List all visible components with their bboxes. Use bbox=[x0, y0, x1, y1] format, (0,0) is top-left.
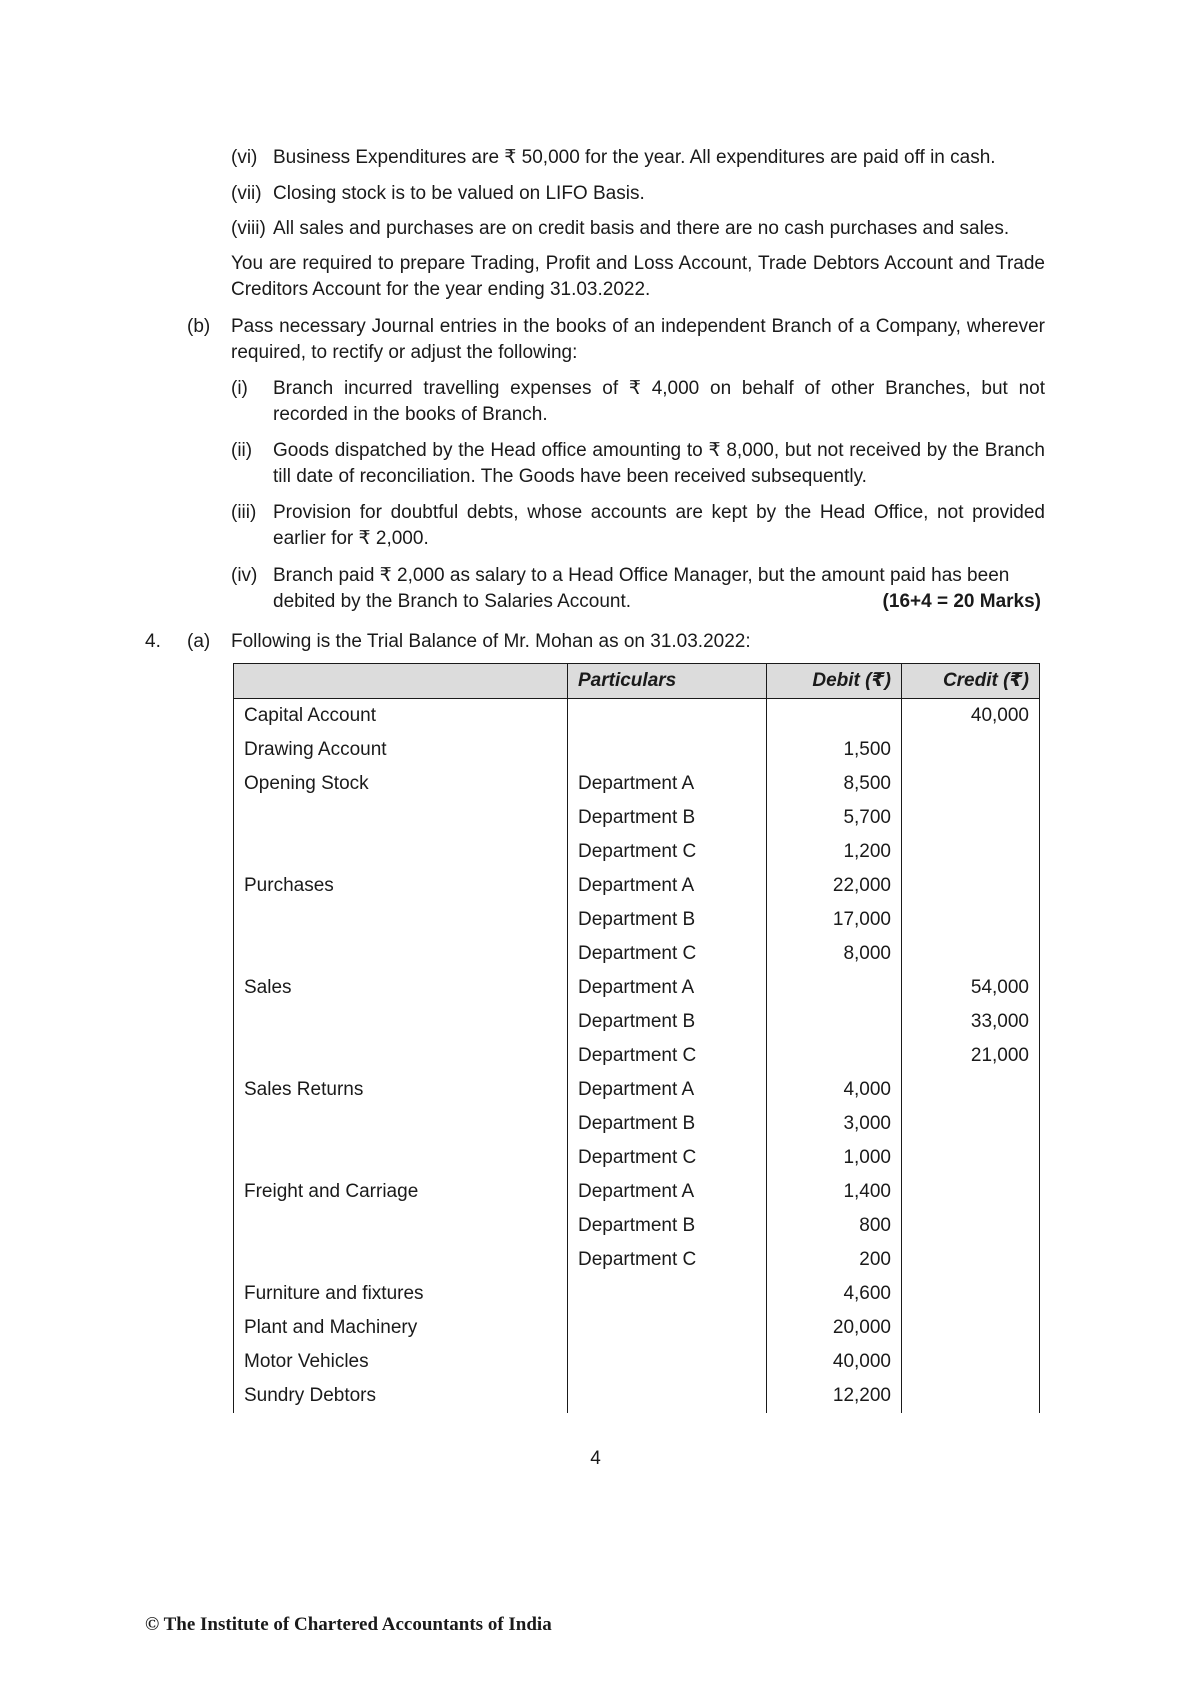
credit-cell bbox=[902, 1345, 1040, 1379]
item-label-viii: (viii) bbox=[231, 218, 266, 239]
credit-cell bbox=[902, 869, 1040, 903]
account-cell bbox=[234, 1039, 568, 1073]
particulars-cell bbox=[568, 1345, 767, 1379]
debit-cell: 22,000 bbox=[767, 869, 902, 903]
table-row bbox=[234, 1209, 1040, 1243]
particulars-cell: Department C bbox=[568, 1039, 767, 1073]
table-header-row bbox=[234, 664, 1040, 699]
table-row bbox=[234, 767, 1040, 801]
debit-cell bbox=[767, 1005, 902, 1039]
part-b-item-label-i: (i) bbox=[231, 378, 248, 399]
debit-cell: 4,600 bbox=[767, 1277, 902, 1311]
particulars-cell: Department B bbox=[568, 1005, 767, 1039]
particulars-cell bbox=[568, 1379, 767, 1413]
table-row bbox=[234, 1345, 1040, 1379]
item-text-viii: All sales and purchases are on credit basis and there are no cash purchases and sales. bbox=[273, 218, 1010, 239]
debit-cell: 1,400 bbox=[767, 1175, 902, 1209]
question-number: 4. bbox=[145, 631, 161, 652]
debit-cell: 200 bbox=[767, 1243, 902, 1277]
header-particulars: Particulars bbox=[568, 664, 767, 699]
account-cell: Capital Account bbox=[234, 699, 568, 734]
credit-cell: 21,000 bbox=[902, 1039, 1040, 1073]
particulars-cell: Department C bbox=[568, 835, 767, 869]
account-cell bbox=[234, 1141, 568, 1175]
header-credit: Credit (₹) bbox=[902, 664, 1040, 699]
part-b-item-iv-line2-text: debited by the Branch to Salaries Account. bbox=[273, 591, 632, 612]
trial-balance-table bbox=[233, 663, 1040, 1413]
part-b-item-text-ii: Goods dispatched by the Head office amounting to ₹ 8,000, but not received by the Branch till date of reconciliation. The Goods have been received subsequently. bbox=[273, 440, 1045, 487]
credit-cell bbox=[902, 1277, 1040, 1311]
credit-cell bbox=[902, 835, 1040, 869]
credit-cell bbox=[902, 1379, 1040, 1413]
particulars-cell: Department B bbox=[568, 1107, 767, 1141]
part-b-intro: Pass necessary Journal entries in the books of an independent Branch of a Company, wherever required, to rectify or adjust the following: bbox=[231, 316, 1045, 363]
marks-label: (16+4 = 20 Marks) bbox=[882, 591, 1041, 612]
account-cell: Furniture and fixtures bbox=[234, 1277, 568, 1311]
table-row bbox=[234, 1141, 1040, 1175]
account-cell: Drawing Account bbox=[234, 733, 568, 767]
account-cell: Freight and Carriage bbox=[234, 1175, 568, 1209]
page-number: 4 bbox=[590, 1448, 601, 1469]
particulars-cell: Department B bbox=[568, 1209, 767, 1243]
table-row bbox=[234, 1107, 1040, 1141]
table-row bbox=[234, 1311, 1040, 1345]
question-intro: Following is the Trial Balance of Mr. Mohan as on 31.03.2022: bbox=[231, 631, 751, 652]
account-cell: Purchases bbox=[234, 869, 568, 903]
part-b-item-text-i: Branch incurred travelling expenses of ₹ 4,000 on behalf of other Branches, but not recorded in the books of Branch. bbox=[273, 378, 1045, 425]
table-row bbox=[234, 1005, 1040, 1039]
account-cell bbox=[234, 1243, 568, 1277]
debit-cell: 40,000 bbox=[767, 1345, 902, 1379]
debit-cell: 17,000 bbox=[767, 903, 902, 937]
table-row bbox=[234, 869, 1040, 903]
account-cell bbox=[234, 801, 568, 835]
particulars-cell: Department C bbox=[568, 1243, 767, 1277]
particulars-cell: Department C bbox=[568, 1141, 767, 1175]
debit-cell: 4,000 bbox=[767, 1073, 902, 1107]
particulars-cell: Department C bbox=[568, 937, 767, 971]
debit-cell: 1,200 bbox=[767, 835, 902, 869]
item-label-vi: (vi) bbox=[231, 147, 258, 168]
credit-cell bbox=[902, 1141, 1040, 1175]
debit-cell: 8,500 bbox=[767, 767, 902, 801]
account-cell: Sales Returns bbox=[234, 1073, 568, 1107]
debit-cell: 3,000 bbox=[767, 1107, 902, 1141]
table-row bbox=[234, 1277, 1040, 1311]
particulars-cell: Department A bbox=[568, 1175, 767, 1209]
part-b-item-text-iv bbox=[273, 563, 1045, 615]
account-cell: Plant and Machinery bbox=[234, 1311, 568, 1345]
credit-cell bbox=[902, 1311, 1040, 1345]
table-row bbox=[234, 903, 1040, 937]
credit-cell: 33,000 bbox=[902, 1005, 1040, 1039]
table-row bbox=[234, 1073, 1040, 1107]
particulars-cell bbox=[568, 1311, 767, 1345]
item-text-vi: Business Expenditures are ₹ 50,000 for the year. All expenditures are paid off in cash. bbox=[273, 147, 996, 168]
account-cell bbox=[234, 1209, 568, 1243]
credit-cell bbox=[902, 767, 1040, 801]
table-row bbox=[234, 699, 1040, 734]
particulars-cell: Department A bbox=[568, 869, 767, 903]
table-body bbox=[234, 699, 1040, 1414]
credit-cell bbox=[902, 1243, 1040, 1277]
account-cell: Sundry Debtors bbox=[234, 1379, 568, 1413]
particulars-cell: Department B bbox=[568, 903, 767, 937]
credit-cell bbox=[902, 937, 1040, 971]
question-part-label: (a) bbox=[187, 631, 211, 652]
particulars-cell bbox=[568, 1277, 767, 1311]
part-b-item-label-iii: (iii) bbox=[231, 502, 257, 523]
requirement-a: You are required to prepare Trading, Profit and Loss Account, Trade Debtors Account and Trade Creditors Account for the year ending 31.03.2022. bbox=[231, 253, 1045, 300]
credit-cell bbox=[902, 903, 1040, 937]
credit-cell bbox=[902, 1209, 1040, 1243]
account-cell: Sales bbox=[234, 971, 568, 1005]
part-b-item-iv-line1: Branch paid ₹ 2,000 as salary to a Head Office Manager, but the amount paid has been bbox=[273, 565, 1010, 586]
footer-copyright: © The Institute of Chartered Accountants of India bbox=[145, 1614, 552, 1635]
debit-cell: 20,000 bbox=[767, 1311, 902, 1345]
part-b-item-text-iii: Provision for doubtful debts, whose accounts are kept by the Head Office, not provided earlier for ₹ 2,000. bbox=[273, 502, 1045, 549]
table-row bbox=[234, 971, 1040, 1005]
table-row bbox=[234, 1039, 1040, 1073]
credit-cell bbox=[902, 1175, 1040, 1209]
credit-cell: 54,000 bbox=[902, 971, 1040, 1005]
particulars-cell: Department A bbox=[568, 767, 767, 801]
table-row bbox=[234, 937, 1040, 971]
particulars-cell bbox=[568, 733, 767, 767]
account-cell bbox=[234, 1005, 568, 1039]
debit-cell bbox=[767, 971, 902, 1005]
debit-cell bbox=[767, 699, 902, 734]
particulars-cell bbox=[568, 699, 767, 734]
account-cell bbox=[234, 1107, 568, 1141]
part-b-label: (b) bbox=[187, 316, 211, 337]
particulars-cell: Department B bbox=[568, 801, 767, 835]
credit-cell bbox=[902, 1107, 1040, 1141]
particulars-cell: Department A bbox=[568, 1073, 767, 1107]
item-label-vii: (vii) bbox=[231, 183, 262, 204]
table-row bbox=[234, 835, 1040, 869]
debit-cell bbox=[767, 1039, 902, 1073]
part-b-item-label-ii: (ii) bbox=[231, 440, 253, 461]
credit-cell bbox=[902, 801, 1040, 835]
particulars-cell: Department A bbox=[568, 971, 767, 1005]
table-row bbox=[234, 1243, 1040, 1277]
debit-cell: 12,200 bbox=[767, 1379, 902, 1413]
part-b-item-label-iv: (iv) bbox=[231, 565, 258, 586]
table-row bbox=[234, 733, 1040, 767]
account-cell bbox=[234, 903, 568, 937]
account-cell bbox=[234, 937, 568, 971]
part-b-item-iv-line2 bbox=[273, 589, 1041, 615]
header-account bbox=[234, 664, 568, 699]
item-text-vii: Closing stock is to be valued on LIFO Basis. bbox=[273, 183, 645, 204]
account-cell bbox=[234, 835, 568, 869]
table-row bbox=[234, 1379, 1040, 1413]
header-debit: Debit (₹) bbox=[767, 664, 902, 699]
account-cell: Opening Stock bbox=[234, 767, 568, 801]
debit-cell: 8,000 bbox=[767, 937, 902, 971]
table-row bbox=[234, 1175, 1040, 1209]
account-cell: Motor Vehicles bbox=[234, 1345, 568, 1379]
credit-cell bbox=[902, 1073, 1040, 1107]
credit-cell: 40,000 bbox=[902, 699, 1040, 734]
debit-cell: 1,500 bbox=[767, 733, 902, 767]
credit-cell bbox=[902, 733, 1040, 767]
debit-cell: 800 bbox=[767, 1209, 902, 1243]
debit-cell: 5,700 bbox=[767, 801, 902, 835]
debit-cell: 1,000 bbox=[767, 1141, 902, 1175]
table-row bbox=[234, 801, 1040, 835]
